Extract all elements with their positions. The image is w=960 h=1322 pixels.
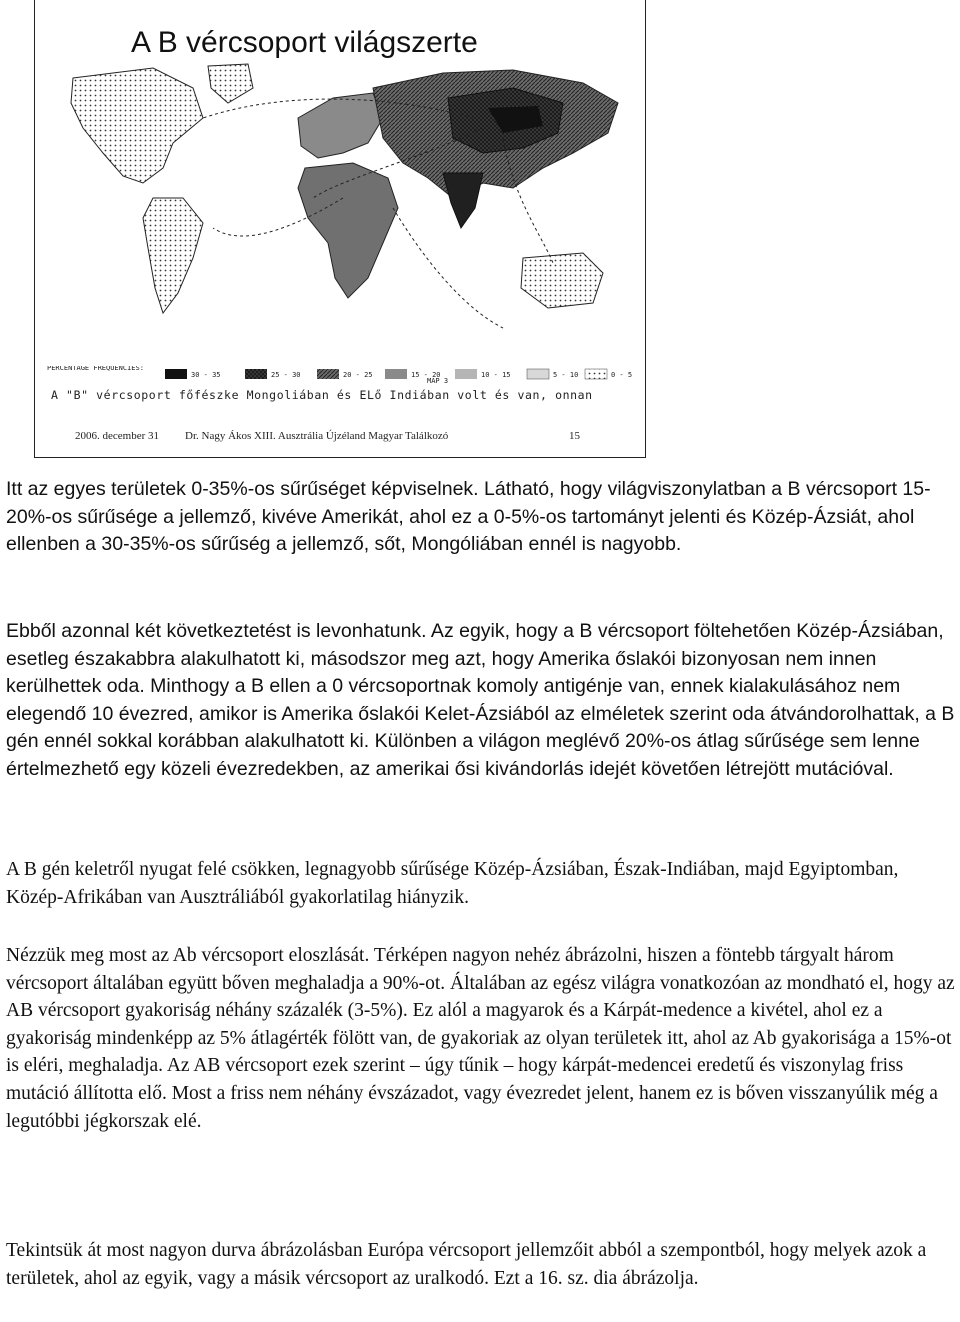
- world-map: [43, 58, 639, 358]
- map-india: [443, 173, 483, 228]
- paragraph-4: [6, 942, 958, 1135]
- legend-label: 20 - 25: [343, 371, 373, 379]
- paragraph-1: [6, 476, 958, 559]
- slide-image: [34, 0, 646, 458]
- map-europe: [298, 93, 383, 158]
- paragraph-text: Nézzük meg most az Ab vércsoport eloszlását. Térképen nagyon nehéz ábrázolni, hiszen a föntebb tárgyalt három vércsoport általában együtt bőven meghaladja a 90%-ot. Általában az egész világra vonatkozóan az mondható el, hogy az AB vércsoport gyakoriság néhány százalék (3-5%). Ez alól a magyarok és a Kárpát-medence a kivétel, ahol ez a gyakoriság mindenképp az 5% átlagérték fölött van, de gyakoriak az olyan területek itt, ahol az Ab gyakorisága a 15%-ot is eléri, meghaladja. Az AB vércsoport ezek szerint – úgy tűnik – hogy kárpát-medencei eredetű és viszonylag friss mutáció állította elő. Most a friss nem néhány évszázadot, vagy évezredet jelent, hanem ez is bőven visszanyúlik még a legutóbbi jégkorszak elé.: [6, 945, 955, 1132]
- paragraph-text: Tekintsük át most nagyon durva ábrázolásban Európa vércsoport jellemzőit abból a szempontból, hogy melyek azok a területek, ahol az egyik, vagy a másik vércsoport az uralkodó. Ezt a 16. sz. dia ábrázolja.: [6, 1240, 927, 1289]
- paragraph-text: A B gén keletről nyugat felé csökken, legnagyobb sűrűsége Közép-Ázsiában, Észak-Indiában, majd Egyiptomban, Közép-Afrikában van Ausztráliából gyakorlatilag hiányzik.: [6, 859, 899, 908]
- map-greenland: [208, 64, 253, 103]
- legend-label: 0 - 5: [611, 371, 633, 379]
- slide-title: A B vércsoport világszerte: [131, 26, 478, 59]
- map-label: MAP 3: [427, 377, 449, 384]
- paragraph-text: Ebből azonnal két következtetést is levonhatunk. Az egyik, hogy a B vércsoport föltehetően Közép-Ázsiában, esetleg északabbra alakulhatott ki, másodszor meg azt, hogy Amerika őslakói bizonyosan nem innen kerülhettek oda. Minthogy a B ellen a 0 vércsoportnak komoly antigénje van, ennek kialakulásához nem elegendő 10 évezred, amikor is Amerika őslakói Kelet-Ázsiából az elméletek szerint oda átvándorolhattak, a B gén ennél sokkal korábban alakulhatott ki. Különben a világon meglévő 20%-os átlag sűrűsége sem lenne értelmezhető egy közeli évezredekben, az amerikai ősi kivándorlás idejét követően létrejött mutációval.: [6, 620, 955, 780]
- legend-label: 15 - 20: [411, 371, 441, 379]
- footer-date: 2006. december 31: [75, 430, 159, 442]
- map-north-america: [71, 68, 203, 183]
- legend-label: 30 - 35: [191, 371, 221, 379]
- map-caption: A "B" vércsoport főfészke Mongoliában és ELő Indiában volt és van, onnan: [51, 388, 593, 402]
- legend-heading: PERCENTAGE FREQUENCIES:: [47, 366, 144, 372]
- map-australia: [521, 253, 603, 308]
- paragraph-text: Itt az egyes területek 0-35%-os sűrűséget képviselnek. Látható, hogy világviszonylatban a B vércsoport 15-20%-os sűrűsége a jellemző, kivéve Amerikát, ahol ez a 0-5%-os tartományt jelenti és Közép-Ázsiát, ahol ellenben a 30-35%-os sűrűség a jellemző, sőt, Mongóliában ennél is nagyobb.: [6, 478, 931, 556]
- paragraph-3: [6, 856, 958, 911]
- paragraph-2: [6, 618, 958, 784]
- map-africa: [298, 163, 398, 298]
- paragraph-5: [6, 1237, 958, 1292]
- legend-label: 25 - 30: [271, 371, 301, 379]
- footer-page-number: 15: [569, 430, 580, 442]
- legend-label: 5 - 10: [553, 371, 579, 379]
- footer-author: Dr. Nagy Ákos XIII. Ausztrália Újzéland Magyar Találkozó: [185, 430, 449, 442]
- legend: [47, 366, 637, 384]
- legend-label: 10 - 15: [481, 371, 511, 379]
- map-south-america: [143, 198, 203, 313]
